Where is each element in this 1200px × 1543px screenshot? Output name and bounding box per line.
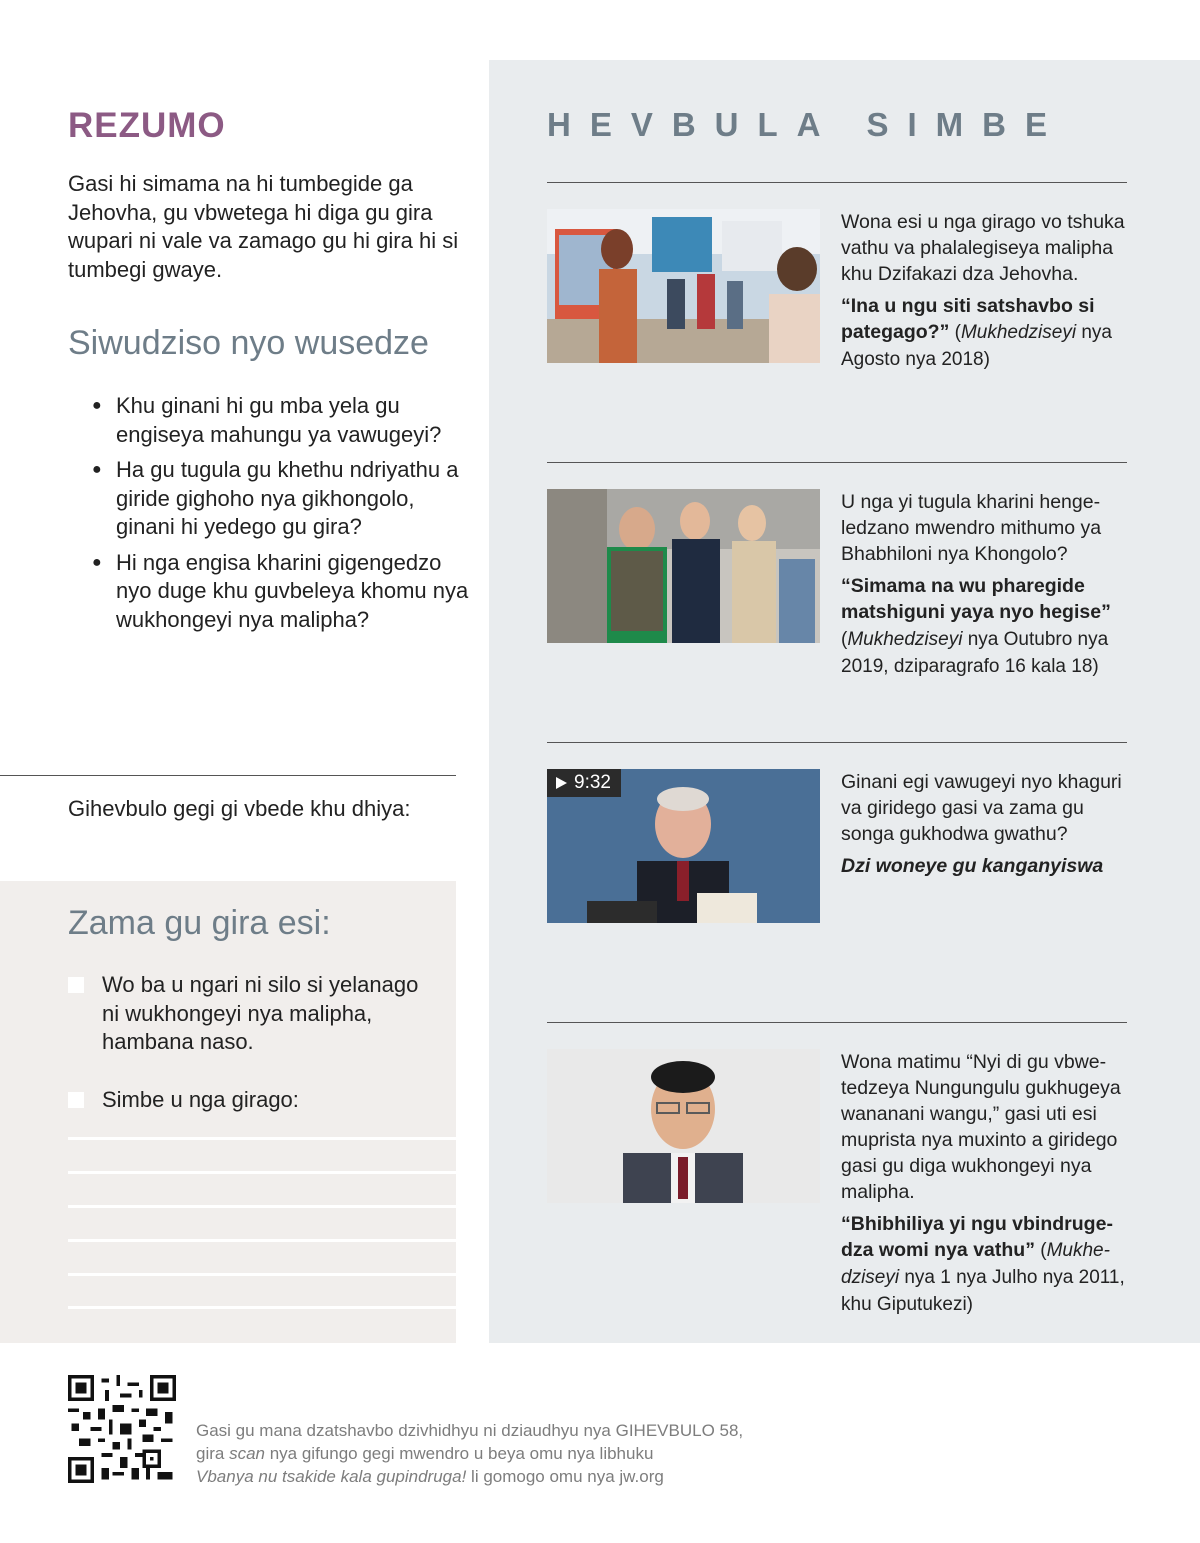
- reference-description: U nga yi tugula kharini hengeledzano mwendro mithumo ya Bhabhiloni nya Khongolo?: [841, 491, 1102, 565]
- book-title: Vbanya nu tsakide kala gupindruga!: [196, 1467, 467, 1486]
- bullet-icon: ●: [92, 397, 102, 414]
- public-witnessing-image: [547, 489, 820, 643]
- writing-line[interactable]: [68, 1306, 456, 1309]
- divider: [0, 775, 456, 776]
- todo-item-text: Simbe u nga girago:: [102, 1087, 299, 1112]
- divider: [547, 742, 1127, 743]
- checkbox[interactable]: [68, 977, 84, 993]
- todo-item[interactable]: [68, 971, 428, 1057]
- play-icon: [556, 777, 567, 789]
- shopping-mall-image: [547, 209, 820, 363]
- further-study-title: HEVBULA SIMBE: [547, 106, 1066, 143]
- portrait-image: [547, 1049, 820, 1203]
- article-thumbnail[interactable]: [547, 209, 820, 363]
- review-questions-title: Siwudziso nyo wusedze: [68, 324, 429, 362]
- list-item: [90, 549, 470, 635]
- citation-text: nya 1 nya Julho nya 2011, khu Giputukezi): [841, 1267, 1125, 1315]
- footer-line: nya gifungo gegi mwendro u beya omu nya libhuku: [265, 1444, 654, 1463]
- reference-description: Ginani egi vawugeyi nyo khaguri va giridego gasi va zama gu songa gukhodwa gwathu?: [841, 771, 1122, 845]
- writing-line[interactable]: [68, 1239, 456, 1242]
- found-in-text: Gihevbulo gegi gi vbede khu dhiya:: [68, 796, 411, 821]
- article-citation[interactable]: [841, 573, 1131, 680]
- qr-code[interactable]: [68, 1375, 176, 1483]
- video-duration-badge: [547, 769, 621, 797]
- checkbox[interactable]: [68, 1092, 84, 1108]
- writing-line[interactable]: [68, 1171, 456, 1174]
- footer-emphasis: scan: [229, 1444, 265, 1463]
- citation-text: (: [1034, 1240, 1047, 1261]
- citation-text: nya Agosto nya 2018): [841, 322, 1112, 370]
- footer-note: [196, 1419, 836, 1488]
- bullet-icon: ●: [92, 461, 102, 478]
- divider: [547, 462, 1127, 463]
- citation-text: (: [949, 322, 961, 343]
- footer-line: gira: [196, 1444, 230, 1463]
- video-thumbnail[interactable]: [547, 769, 820, 923]
- question-text: Hi nga engisa kharini gigengedzo nyo duge khu guvbeleya khomu nya wukhongeyi nya malipha?: [116, 549, 469, 632]
- writing-line[interactable]: [68, 1137, 456, 1140]
- article-title-link[interactable]: “Ina u ngu siti satshavbo si pategago?”: [841, 295, 1095, 343]
- article-citation[interactable]: [841, 293, 1131, 373]
- footer-line: Gasi gu mana dzatshavbo dzivhidhyu ni dziaudhyu nya GIHEVBULO 58,: [196, 1421, 744, 1440]
- citation-text: nya Outubro nya 2019, dziparagrafo 16 kala 18): [841, 629, 1109, 677]
- question-text: Ha gu tugula gu khethu ndriyathu a giride gighoho nya gikhongolo, ginani hi yedego gu gira?: [116, 457, 459, 539]
- citation-text: (: [841, 629, 848, 650]
- todo-item[interactable]: [68, 1086, 428, 1115]
- reference-description: Wona matimu “Nyi di gu vbwetedzeya Nungungulu gukhugeya wananani wangu,” gasi uti esi muprista nya muxinto a giridego gasi gu diga wukhongeyi nya malipha.: [841, 1051, 1121, 1203]
- writing-line[interactable]: [68, 1205, 456, 1208]
- video-duration: 9:32: [574, 772, 611, 793]
- article-title-link[interactable]: “Bhibhiliya yi ngu vbindrugedza womi nya vathu”: [841, 1213, 1113, 1261]
- article-title-link[interactable]: “Simama na wu pharegide matshiguni yaya nyo hegise”: [841, 575, 1111, 623]
- list-item: [90, 392, 470, 449]
- reference-description: Wona esi u nga girago vo tshuka vathu va phalalegiseya malipha khu Dzifakazi dza Jehovha.: [841, 211, 1125, 285]
- summary-text: Gasi hi simama na hi tumbegide ga Jehovha, gu vbwetega hi diga gu gira wupari ni vale va zamago gu hi gira hi si tumbegi gwaye.: [68, 171, 459, 282]
- bullet-icon: ●: [92, 553, 102, 571]
- review-questions-list: [90, 392, 470, 641]
- article-thumbnail[interactable]: [547, 1049, 820, 1203]
- magazine-name: Mukhedziseyi: [841, 1240, 1110, 1288]
- todo-item-text: Wo ba u ngari ni silo si yelanago ni wukhongeyi nya malipha, hambana naso.: [102, 972, 419, 1054]
- article-citation[interactable]: [841, 1211, 1131, 1318]
- summary-title: REZUMO: [68, 106, 226, 145]
- watch-video-link[interactable]: Dzi woneye gu kanganyiswa: [841, 855, 1104, 877]
- writing-line[interactable]: [68, 1273, 456, 1276]
- question-text: Khu ginani hi gu mba yela gu engiseya mahungu ya vawugeyi?: [116, 393, 442, 447]
- magazine-name: Mukhedziseyi: [847, 629, 963, 650]
- divider: [547, 1022, 1127, 1023]
- todo-title: Zama gu gira esi:: [68, 904, 331, 942]
- list-item: [90, 456, 470, 542]
- magazine-name: Mukhedziseyi: [960, 322, 1077, 343]
- article-thumbnail[interactable]: [547, 489, 820, 643]
- footer-line: li gomogo omu nya jw.org: [466, 1467, 664, 1486]
- divider: [547, 182, 1127, 183]
